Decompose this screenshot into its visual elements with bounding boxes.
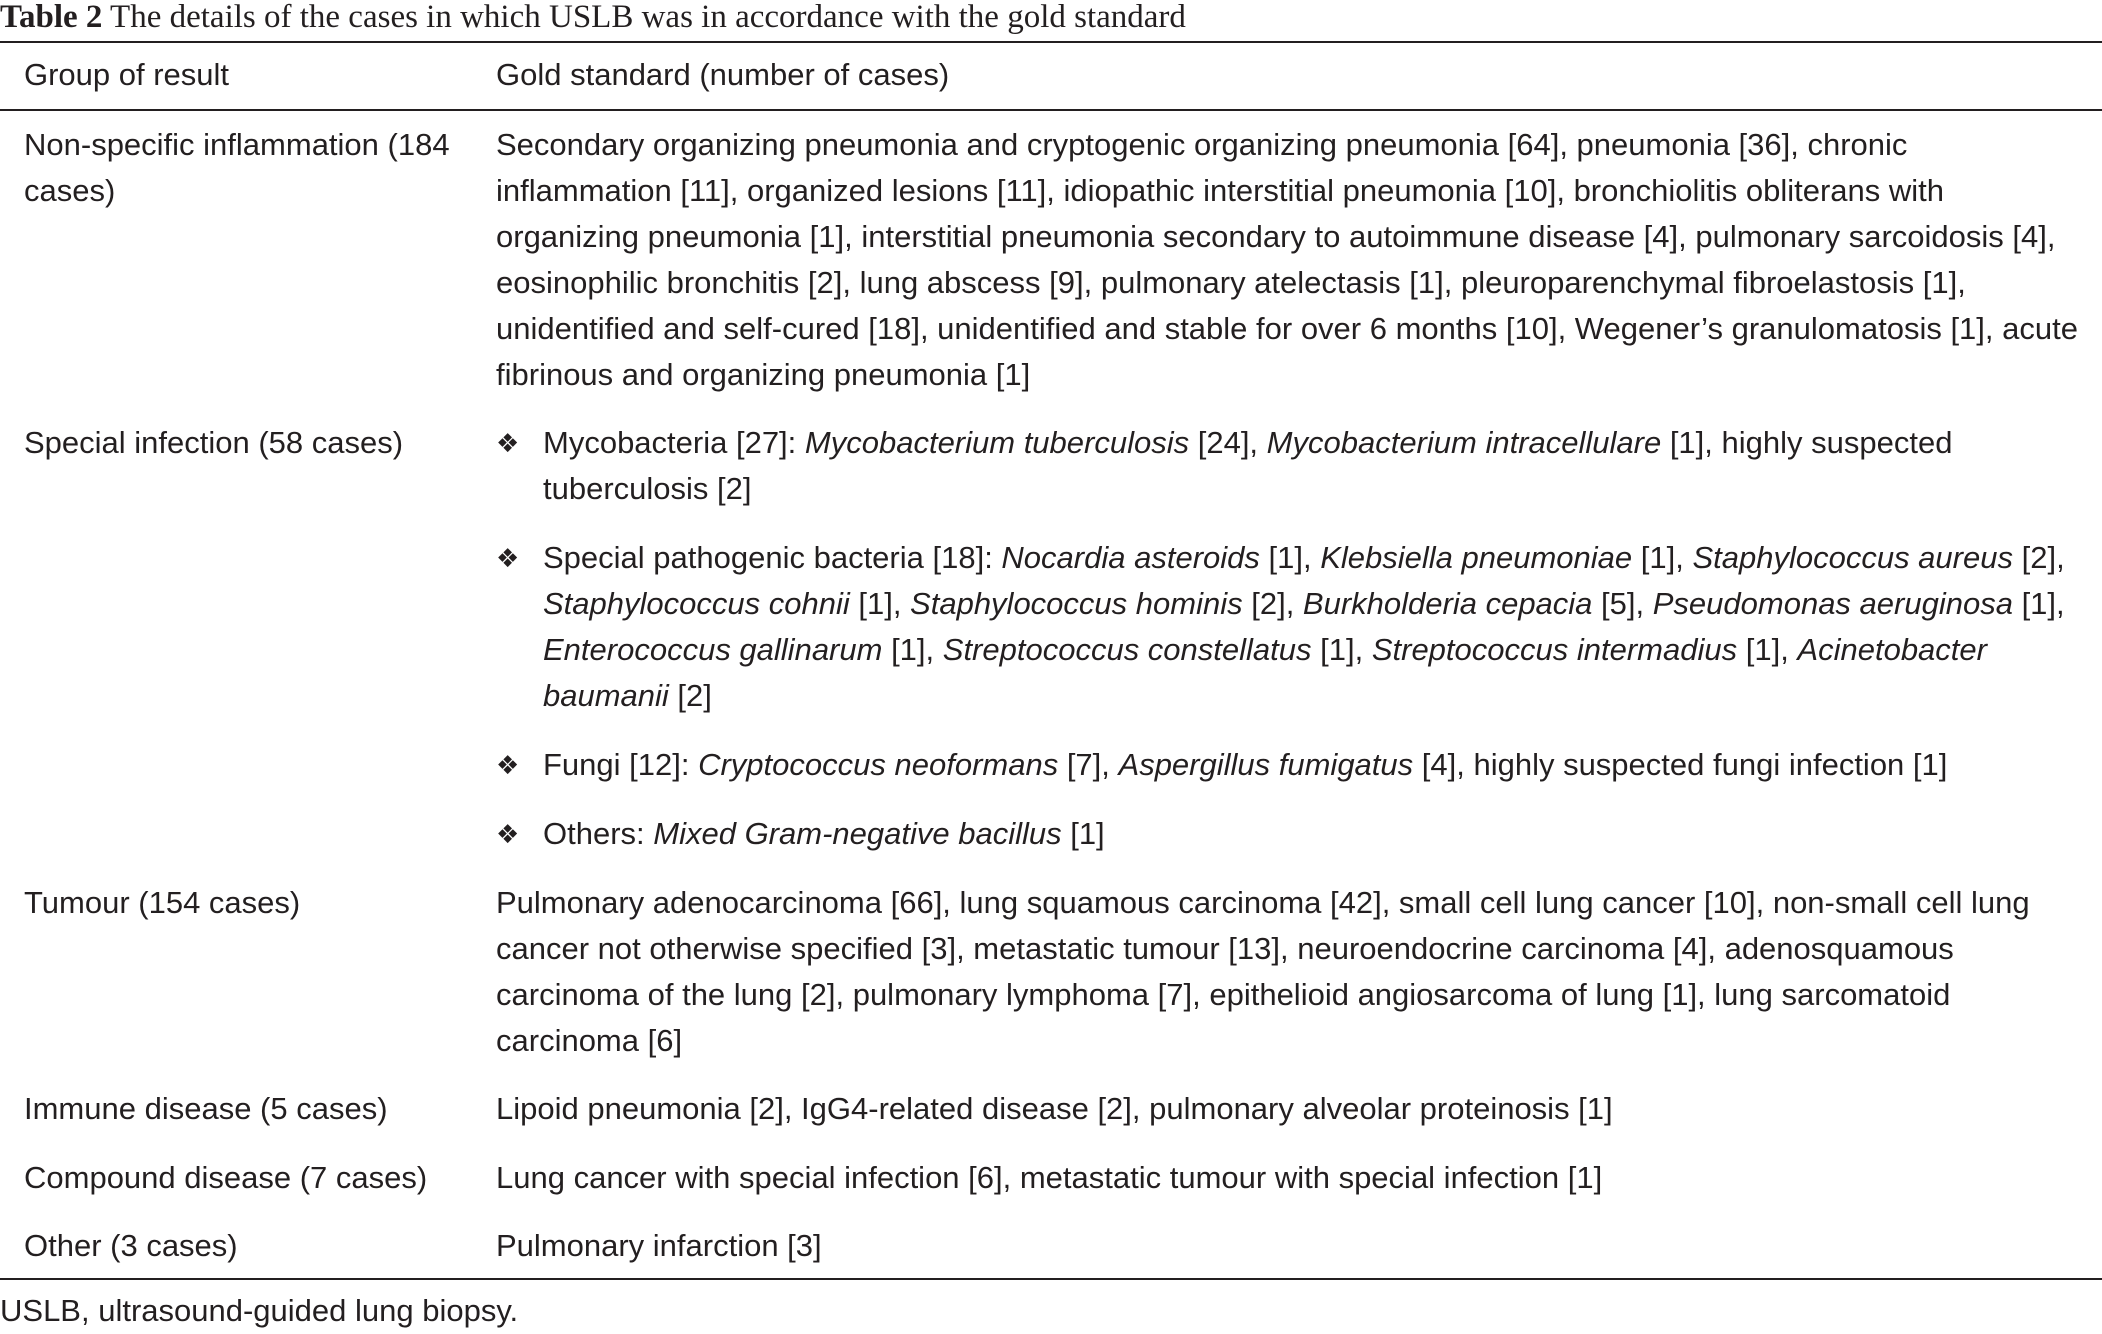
row-detail: Secondary organizing pneumonia and cryptogenic organizing pneumonia [64], pneumonia [36], chronic inflammation [11], organized lesions [11], idiopathic interstitial pneumonia [10], bronchiolitis obliterans with organizing pneumonia [1], interstitial pneumonia secondary to autoimmune disease [4], pulmonary sarcoidosis [4], eosinophilic bronchitis [2], lung abscess [9], pulmonary atelectasis [1], pleuroparenchymal fibroelastosis [1], unidentified and self-cured [18], unidentified and stable for over 6 months [10], Wegener’s granulomatosis [1], acute fibrinous and organizing pneumonia [1]: [496, 127, 2078, 392]
organism-name: Staphylococcus aureus: [1692, 540, 2013, 575]
table-footnote: USLB, ultrasound-guided lung biopsy.: [0, 1293, 519, 1328]
bullet-text: [1],: [882, 632, 943, 667]
bullet-text: [4], highly suspected fungi infection [1]: [1413, 747, 1948, 782]
bullet-text: Others:: [543, 816, 654, 851]
bullet-list-item: [496, 535, 2086, 719]
row-group-label: Non-specific inflammation (184 cases): [24, 127, 450, 208]
bullet-text: [2],: [1242, 586, 1303, 621]
bullet-list-item: [496, 420, 2086, 512]
table-caption-text: The details of the cases in which USLB was in accordance with the gold standard: [102, 0, 1186, 35]
bullet-text: [1],: [1632, 540, 1693, 575]
bullet-text: [2],: [2012, 540, 2065, 575]
organism-name: Enterococcus gallinarum: [543, 632, 883, 667]
organism-name: Streptococcus intermadius: [1371, 632, 1738, 667]
organism-name: Mixed Gram-negative bacillus: [653, 816, 1062, 851]
row-detail: Pulmonary adenocarcinoma [66], lung squamous carcinoma [42], small cell lung cancer [10], non-small cell lung cancer not otherwise specified [3], metastatic tumour [13], neuroendocrine carcinoma [4], adenosquamous carcinoma of the lung [2], pulmonary lymphoma [7], epithelioid angiosarcoma of lung [1], lung sarcomatoid carcinoma [6]: [496, 885, 2030, 1058]
table-bottom-rule: [0, 1278, 2102, 1280]
organism-name: Mycobacterium tuberculosis: [804, 425, 1190, 460]
organism-name: Mycobacterium intracellulare: [1266, 425, 1662, 460]
table-caption: [0, 0, 2102, 34]
row-group-label: Tumour (154 cases): [24, 885, 301, 920]
bullet-text: [1],: [1259, 540, 1321, 575]
bullet-text: [1],: [1737, 632, 1798, 667]
row-detail: Lipoid pneumonia [2], IgG4-related disease [2], pulmonary alveolar proteinosis [1]: [496, 1091, 1613, 1126]
table-top-rule: [0, 41, 2102, 43]
organism-name: Klebsiella pneumoniae: [1320, 540, 1633, 575]
row-group-label: Compound disease (7 cases): [24, 1160, 428, 1195]
row-group-label: Special infection (58 cases): [24, 425, 404, 460]
row-detail: Lung cancer with special infection [6], metastatic tumour with special infection [1]: [496, 1160, 1603, 1195]
table-caption-label: Table 2: [0, 0, 103, 35]
bullet-icon: ❖: [496, 819, 520, 849]
column-header-group: Group of result: [24, 57, 230, 92]
bullet-text: [1],: [1311, 632, 1372, 667]
bullet-text: [7],: [1058, 747, 1119, 782]
organism-name: Burkholderia cepacia: [1302, 586, 1593, 621]
bullet-list-item: [496, 742, 2086, 788]
bullet-icon: ❖: [496, 543, 520, 573]
bullet-text: [1],: [2012, 586, 2065, 621]
bullet-text: [2]: [668, 678, 712, 713]
organism-name: Nocardia asteroids: [1001, 540, 1260, 575]
organism-name: Acinetobacter baumanii: [543, 632, 1987, 713]
organism-name: Staphylococcus cohnii: [543, 586, 850, 621]
row-group-label: Immune disease (5 cases): [24, 1091, 388, 1126]
bullet-text: [5],: [1592, 586, 1653, 621]
bullet-text: Fungi [12]:: [543, 747, 699, 782]
bullet-text: Mycobacteria [27]:: [543, 425, 805, 460]
bullet-text: [1]: [1061, 816, 1105, 851]
bullet-text: [1],: [849, 586, 911, 621]
bullet-text: [1], highly suspected tuberculosis [2]: [543, 425, 1953, 506]
organism-name: Aspergillus fumigatus: [1118, 747, 1414, 782]
organism-name: Staphylococcus hominis: [910, 586, 1243, 621]
bullet-text: [24],: [1189, 425, 1267, 460]
bullet-icon: ❖: [496, 750, 520, 780]
header-rule: [0, 109, 2102, 111]
column-header-gold-standard: Gold standard (number of cases): [496, 57, 950, 92]
bullet-list: [496, 420, 2086, 857]
row-detail: Pulmonary infarction [3]: [496, 1228, 822, 1263]
bullet-text: Special pathogenic bacteria [18]:: [543, 540, 1002, 575]
organism-name: Streptococcus constellatus: [942, 632, 1312, 667]
bullet-icon: ❖: [496, 428, 520, 458]
bullet-list-item: [496, 811, 2086, 857]
row-group-label: Other (3 cases): [24, 1228, 238, 1263]
organism-name: Pseudomonas aeruginosa: [1652, 586, 2013, 621]
organism-name: Cryptococcus neoformans: [698, 747, 1059, 782]
